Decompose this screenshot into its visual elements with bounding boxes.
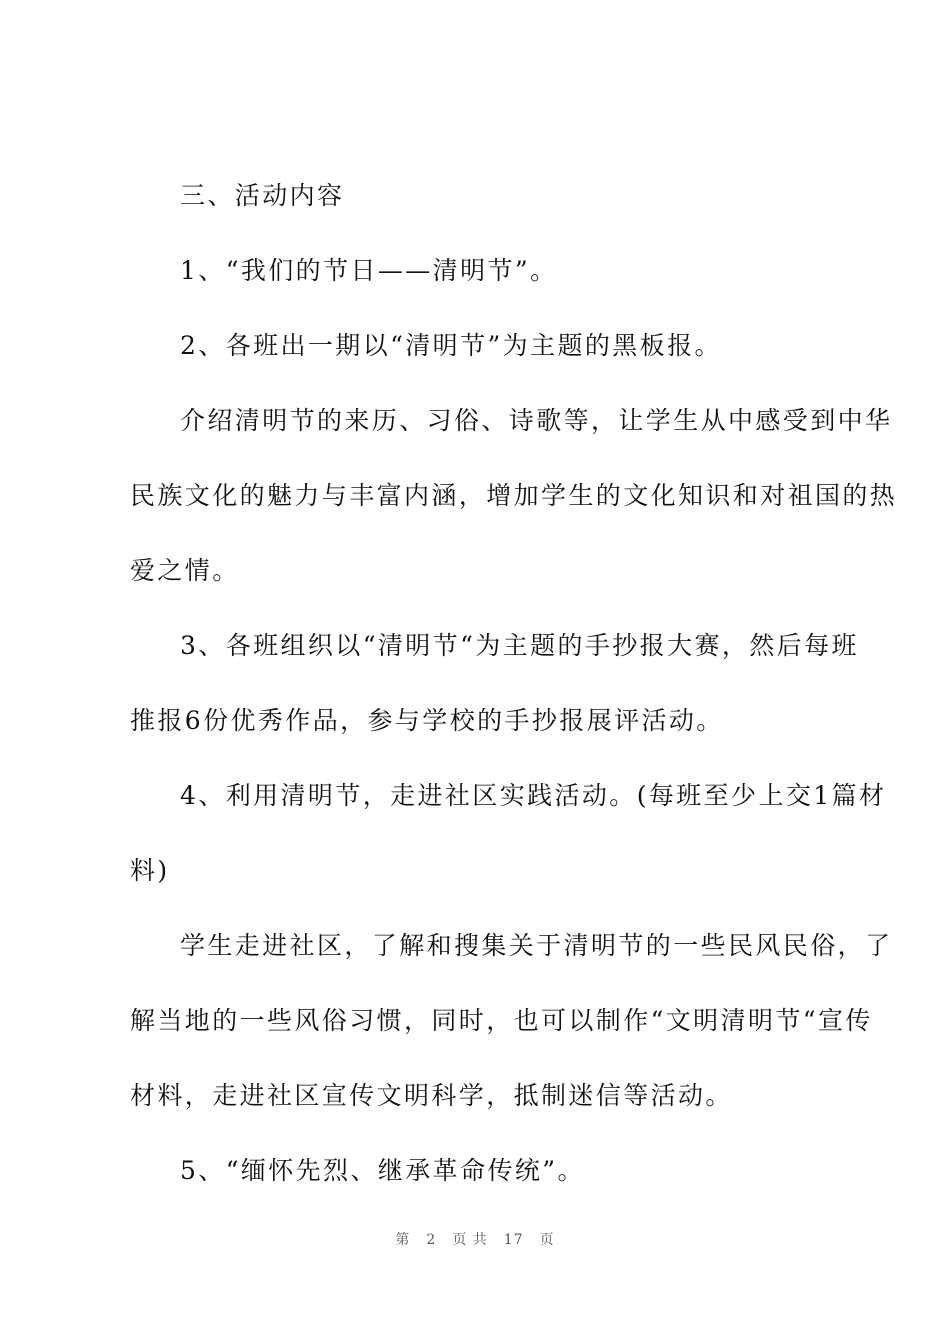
paragraph-line: 学生走进社区，了解和搜集关于清明节的一些民风民俗，了 (180, 931, 893, 960)
paragraph-line: 民族文化的魅力与丰富内涵，增加学生的文化知识和对祖国的热 (130, 481, 898, 510)
paragraph-line: 3、各班组织以“清明节“为主题的手抄报大赛，然后每班 (180, 631, 859, 660)
paragraph-line: 1、“我们的节日——清明节”。 (180, 256, 558, 285)
paragraph-line: 材料，走进社区宣传文明科学，抵制迷信等活动。 (130, 1081, 733, 1110)
footer-middle: 页 共 (452, 1232, 488, 1248)
footer-suffix: 页 (539, 1232, 555, 1248)
page-number: 2 (426, 1232, 437, 1248)
paragraph-line: 料) (130, 856, 170, 885)
paragraph-line: 5、“缅怀先烈、继承革命传统”。 (180, 1156, 585, 1185)
paragraph-line: 推报6份优秀作品，参与学校的手抄报展评活动。 (130, 706, 724, 735)
paragraph-line: 介绍清明节的来历、习俗、诗歌等，让学生从中感受到中华 (180, 406, 893, 435)
page-footer (0, 1229, 950, 1249)
section-heading: 三、活动内容 (180, 181, 345, 210)
paragraph-line: 2、各班出一期以“清明节”为主题的黑板报。 (180, 331, 722, 360)
footer-prefix: 第 (395, 1232, 411, 1248)
paragraph-line: 爱之情。 (130, 556, 240, 585)
paragraph-line: 4、利用清明节，走进社区实践活动。(每班至少上交1篇材 (180, 781, 887, 810)
page-total: 17 (503, 1232, 524, 1248)
paragraph-line: 解当地的一些风俗习惯，同时，也可以制作“文明清明节“宣传 (130, 1006, 873, 1035)
